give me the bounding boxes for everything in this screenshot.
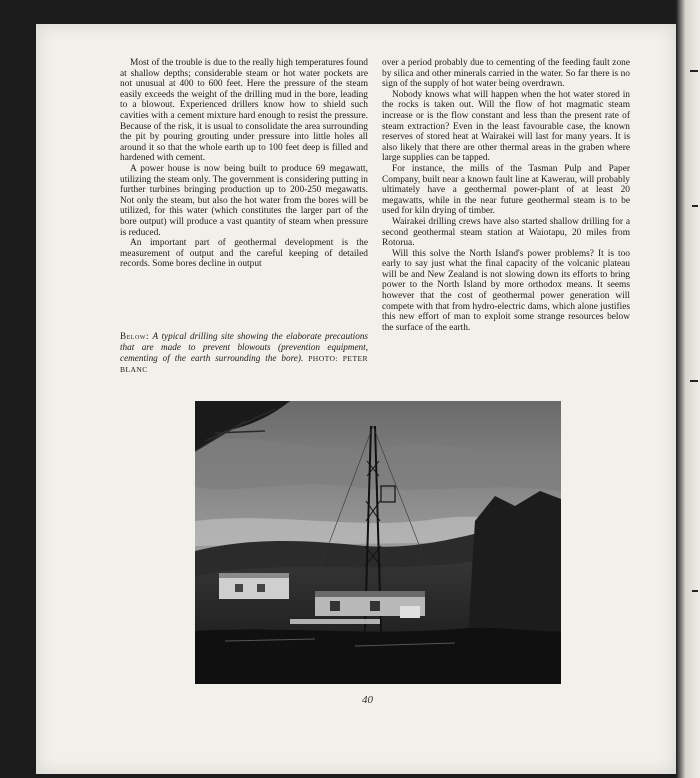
paragraph: A power house is now being built to produce 69 megawatt, utilizing the steam only. The government is considering putting in further turbines bringing production up to 200-250 megawatts. Not only the steam, but also the hot water from the bores will be utilized, for this water (which constitutes the larger part of the bore output) will produce a vast quantity of steam when pressure is reduced. xyxy=(120,163,368,238)
paragraph: Nobody knows what will happen when the hot water stored in the rocks is taken out. Will the flow of hot magmatic steam increase or is the flow constant and less than the present rate of steam extraction? Even in the least favourable case, the known reserves of stored heat at Wairakei will last for many years. It is also likely that there are other thermal areas in the graben where large supplies can be tapped. xyxy=(382,89,630,164)
paragraph: An important part of geothermal development is the measurement of output and the careful keeping of detailed records. Some bores decline in output xyxy=(120,238,368,270)
paragraph: For instance, the mills of the Tasman Pulp and Paper Company, built near a known fault line at Kawerau, will probably ultimately have a geothermal power-plant of at least 20 megawatts, while in the near future geothermal steam is to be used for kiln drying of timber. xyxy=(382,163,630,217)
scan-edge xyxy=(676,0,700,778)
paragraph: Wairakei drilling crews have also started shallow drilling for a second geothermal steam station at Waiotapu, 20 miles from Rotorua. xyxy=(382,216,630,249)
drilling-site-photo xyxy=(195,401,561,684)
page-number: 40 xyxy=(362,694,373,706)
paragraph: Most of the trouble is due to the really high temperatures found at shallow depths; considerable steam or hot water pockets are not unusual at 400 to 600 feet. Here the pressure of the steam easily exceeds the weight of the drilling mud in the bore, leading to a blowout. Experienced drillers know how to shield such cavities with a cement mixture hard enough to resist the pressure. Because of the risk, it is usual to consolidate the area surrounding the pit by pouring grouting under pressure into little holes all around it so that the whole earth up to 100 feet deep is filled and hardened with cement. xyxy=(120,58,368,164)
right-column xyxy=(382,58,630,333)
photo-credit: PHOTO: PETER BLANC xyxy=(120,353,369,375)
paragraph: Will this solve the North Island's power problems? It is too early to say just what the final capacity of the volcanic plateau will be and New Zealand is not slowing down its efforts to bring power to the North Island by more orthodox means. It seems however that the cost of geothermal power generation will compete with that from hydro-electric dams, which alone justifies this new effort of man to exploit some strange resources below the surface of the earth. xyxy=(382,248,630,333)
left-column xyxy=(120,58,368,270)
paragraph: over a period probably due to cementing of the feeding fault zone by silica and other minerals carried in the water. So far there is no sign of the supply of hot water being overdrawn. xyxy=(382,58,630,90)
caption-lead: Below: xyxy=(120,331,150,341)
photo-caption xyxy=(120,331,368,376)
caption-text: A typical drilling site showing the elaborate precautions that are made to prevent blowouts (prevention equipment, cementing of the earth surrounding the bore). xyxy=(120,331,368,363)
